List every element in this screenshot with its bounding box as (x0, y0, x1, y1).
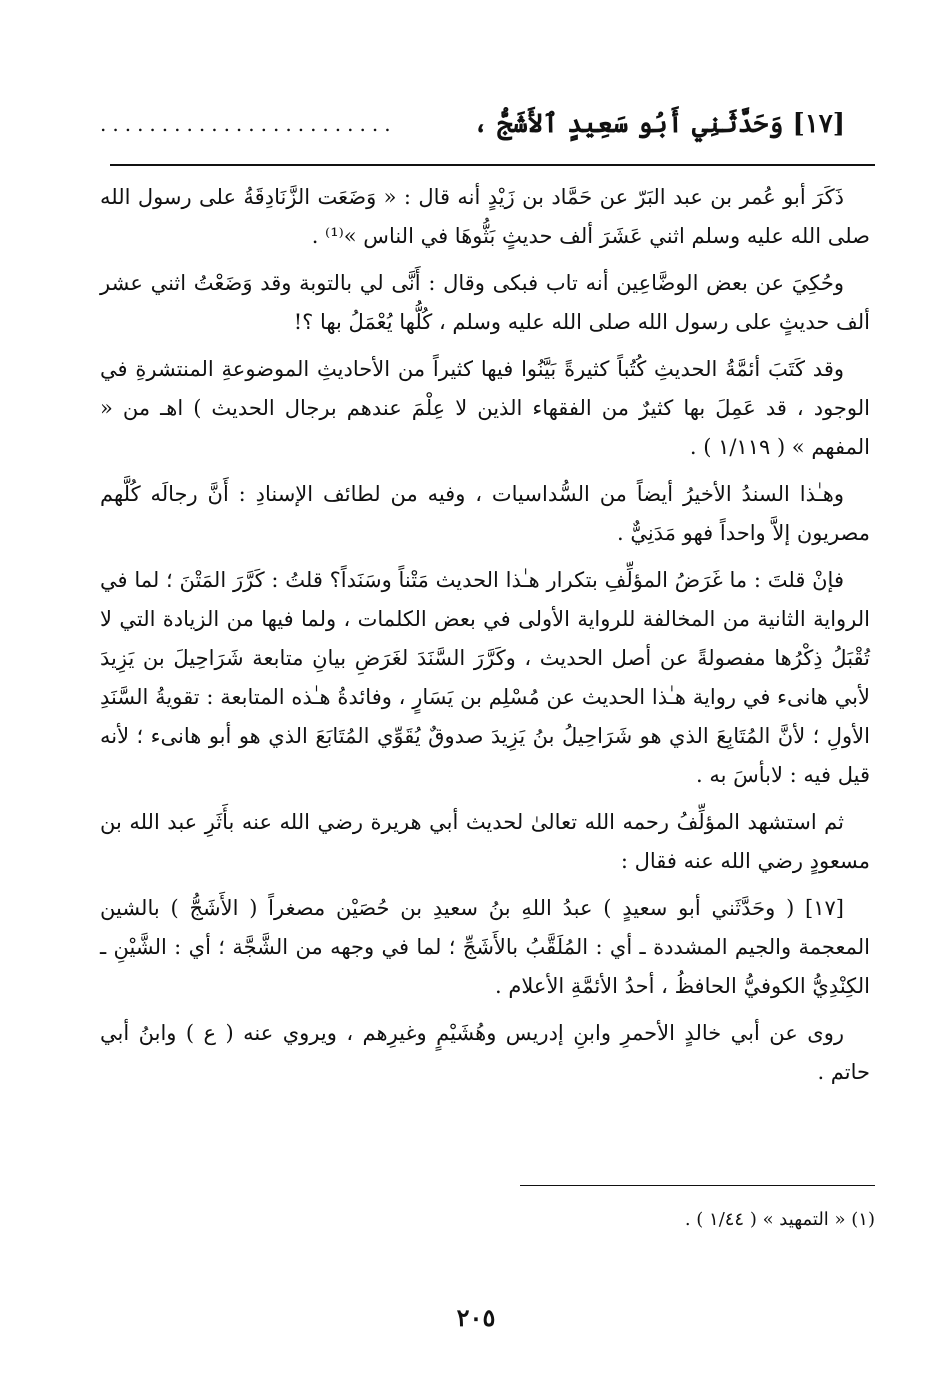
header-dot-leader: ........................ (100, 112, 397, 136)
paragraph-repentance: وحُكِيَ عن بعض الوضَّاعِين أنه تاب فبكى وقال : أَنَّى لي بالتوبة وقد وَضَعْتُ اثني عشر ألف حديثٍ على رسول الله صلى الله عليه وسلم ، كُلُّها يُعْمَلُ بها ؟! (100, 271, 870, 334)
footnote: (١) « التمهيد » ( ١/٤٤ ) . (684, 1209, 875, 1230)
header-title: [١٧] وَحَدَّثَنِي أَبُو سَعِيدٍ ٱلأَشَجُّ ، (472, 109, 845, 139)
footnote-rule (520, 1185, 875, 1186)
paragraph-ibn-masud: ثم استشهد المؤلِّفُ رحمه الله تعالىٰ لحديث أبي هريرة رضي الله عنه بأَثَرِ عبد الله بن مسعودٍ رضي الله عنه فقال : (100, 810, 870, 873)
page-number: ٢٠٥ (456, 1303, 496, 1332)
paragraph-hadith-17: [١٧] ( وحَدَّثَني أبو سعيدٍ ) عبدُ اللهِ بنُ سعيدِ بن حُصَيْن مصغراً ( الأَشَجُّ ) بالشين المعجمة والجيم المشددة ـ أي : المُلَقَّبُ بالأَشَجِّ ؛ لما في وجهه من الشَّجَّة ؛ أي : الشَّيْنِ ـ الكِنْدِيُّ الكوفيُّ الحافظُ ، أحدُ الأئمَّةِ الأعلام . (100, 896, 870, 998)
paragraph-zanadiqa: ذَكَرَ أبو عُمر بن عبد البَرّ عن حَمَّاد بن زَيْدٍ أنه قال : « وَضَعَت الزَّنَادِقَةُ على رسول الله صلى الله عليه وسلم اثني عَشَرَ ألف حديثٍ بَثُّوهَا في الناس »⁽¹⁾ . (100, 185, 870, 248)
header-rule (110, 164, 875, 166)
paragraph-imams-books: وقد كَتَبَ أئمَّةُ الحديثِ كُتُباً كثيرةً بَيَّنُوا فيها كثيراً من الأحاديثِ الموضوعةِ المنتشرةِ في الوجود ، قد عَمِلَ بها كثيرٌ من الفقهاء الذين لا عِلْمَ عندهم برجال الحديث ) اهـ من « المفهم » ( ١/١١٩ ) . (100, 357, 870, 459)
paragraph-isnad-note: وهـٰذا السندُ الأخيرُ أيضاً من السُّداسيات ، وفيه من لطائف الإسنادِ : أَنَّ رجالَه كُلَّهم مصريون إلاَّ واحداً فهو مَدَنِيٌّ . (100, 482, 870, 545)
paragraph-narrators: روى عن أبي خالدٍ الأحمرِ وابنِ إدريس وهُشَيْمٍ وغيرِهم ، ويروي عنه ( ع ) وابنُ أبي حاتم . (100, 1021, 870, 1084)
running-header (100, 100, 845, 148)
paragraph-question-answer: فإنْ قلتَ : ما غَرَضُ المؤلِّفِ بتكرار هـٰذا الحديث مَتْناً وسَنَداً؟ قلتُ : كَرَّرَ المَتْنَ ؛ لما في الرواية الثانية من المخالفة للرواية الأولى في بعض الكلمات ، ولما فيها من الزيادة التي لا تُقْبَلُ ذِكْرُها مفصولةً عن أصل الحديث ، وكَرَّرَ السَّنَدَ لغَرَضِ بيانِ متابعة شَرَاحِيلَ بن يَزِيدَ لأبي هانىء في رواية هـٰذا الحديث عن مُسْلِم بن يَسَارٍ ، وفائدةُ هـٰذه المتابعة : تقويةُ السَّنَدِ الأولِ ؛ لأنَّ المُتَابِعَ الذي هو شَرَاحِيلُ بنُ يَزِيدَ صدوقٌ يُقَوِّي المُتَابَعَ الذي هو أبو هانىء ؛ لأنه قيل فيه : لابأسَ به . (100, 568, 870, 787)
commentary-body (100, 178, 870, 1100)
